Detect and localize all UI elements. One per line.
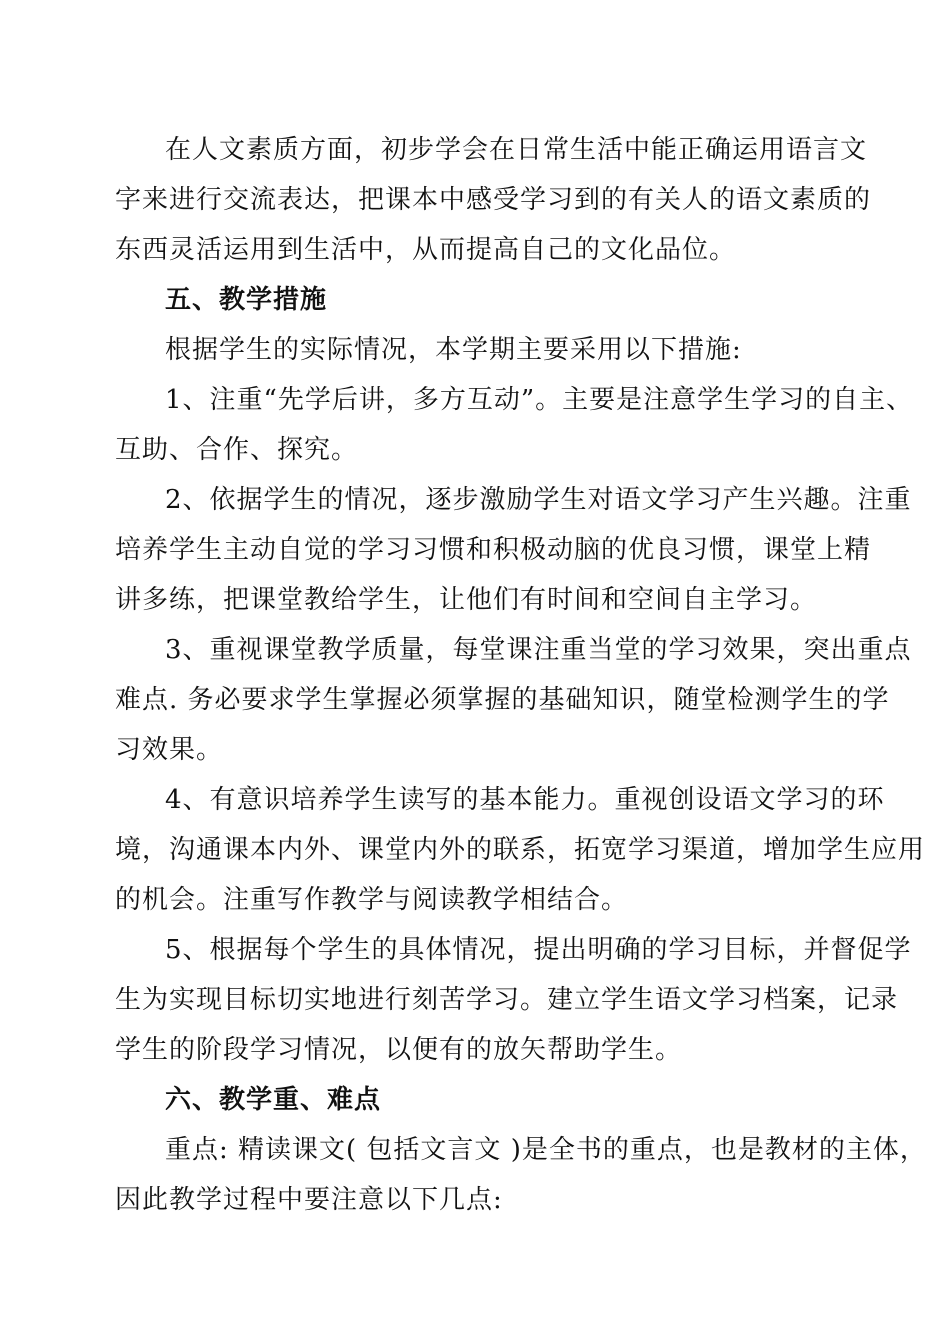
- paragraph-line: 因此教学过程中要注意以下几点:: [115, 1185, 503, 1215]
- paragraph-line: 4、有意识培养学生读写的基本能力。重视创设语文学习的环: [165, 785, 885, 815]
- section-heading: 五、教学措施: [165, 285, 328, 315]
- paragraph-line: 的机会。注重写作教学与阅读教学相结合。: [115, 885, 629, 915]
- section-heading: 六、教学重、难点: [165, 1085, 382, 1115]
- paragraph-line: 讲多练，把课堂教给学生，让他们有时间和空间自主学习。: [115, 585, 818, 615]
- paragraph-line: 1、注重“先学后讲，多方互动”。主要是注意学生学习的自主、: [165, 385, 914, 415]
- paragraph-line: 2、依据学生的情况，逐步激励学生对语文学习产生兴趣。注重: [165, 485, 912, 515]
- paragraph-line: 境，沟通课本内外、课堂内外的联系，拓宽学习渠道，增加学生应用: [115, 835, 926, 865]
- paragraph-line: 字来进行交流表达，把课本中感受学习到的有关人的语文素质的: [115, 185, 872, 215]
- paragraph-line: 生为实现目标切实地进行刻苦学习。建立学生语文学习档案，记录: [115, 985, 899, 1015]
- paragraph-line: 东西灵活运用到生活中，从而提高自己的文化品位。: [115, 235, 737, 265]
- paragraph-line: 难点. 务必要求学生掌握必须掌握的基础知识，随堂检测学生的学: [115, 685, 890, 715]
- paragraph-line: 习效果。: [115, 735, 224, 765]
- paragraph-line: 根据学生的实际情况，本学期主要采用以下措施:: [165, 335, 742, 365]
- paragraph-line: 培养学生主动自觉的学习习惯和积极动脑的优良习惯，课堂上精: [115, 535, 872, 565]
- paragraph-line: 学生的阶段学习情况，以便有的放矢帮助学生。: [115, 1035, 683, 1065]
- paragraph-line: 互助、合作、探究。: [115, 435, 359, 465]
- paragraph-line: 重点: 精读课文( 包括文言文 )是全书的重点，也是教材的主体，: [165, 1135, 927, 1165]
- paragraph-line: 3、重视课堂教学质量，每堂课注重当堂的学习效果，突出重点: [165, 635, 912, 665]
- paragraph-line: 在人文素质方面，初步学会在日常生活中能正确运用语言文: [165, 135, 868, 165]
- paragraph-line: 5、根据每个学生的具体情况，提出明确的学习目标，并督促学: [165, 935, 912, 965]
